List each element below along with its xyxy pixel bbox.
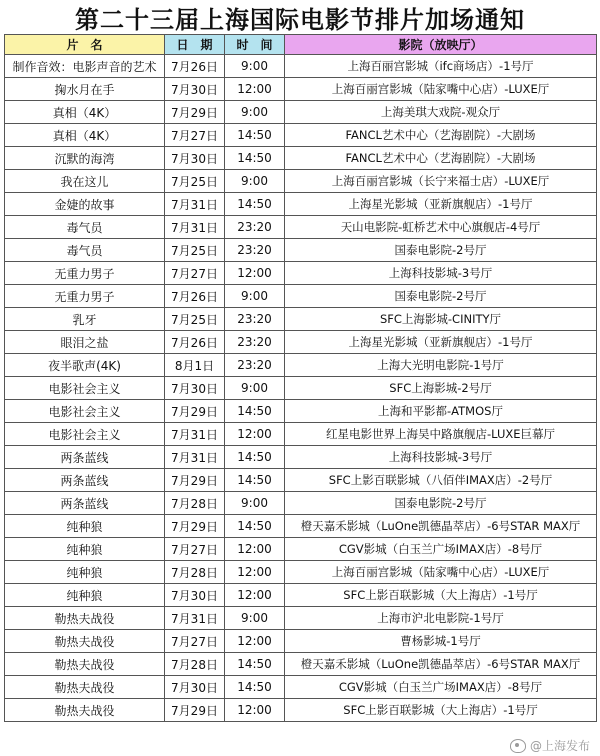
cell-time: 9:00 (225, 377, 285, 400)
cell-title: 真相（4K） (5, 101, 165, 124)
table-row (5, 584, 597, 607)
cell-venue: 上海科技影城-3号厅 (285, 446, 597, 469)
cell-venue: SFC上影百联影城（大上海店）-1号厅 (285, 699, 597, 722)
cell-title: 掬水月在手 (5, 78, 165, 101)
cell-venue: 上海百丽宫影城（长宁来福士店）-LUXE厅 (285, 170, 597, 193)
cell-date: 7月28日 (165, 561, 225, 584)
cell-venue: 曹杨影城-1号厅 (285, 630, 597, 653)
cell-venue: 上海百丽宫影城（ifc商场店）-1号厅 (285, 55, 597, 78)
cell-date: 7月31日 (165, 446, 225, 469)
column-header-venue: 影院（放映厅） (285, 35, 597, 55)
cell-venue: 上海星光影城（亚新旗舰店）-1号厅 (285, 331, 597, 354)
cell-venue: SFC上影百联影城（大上海店）-1号厅 (285, 584, 597, 607)
cell-title: 夜半歌声(4K) (5, 354, 165, 377)
cell-time: 14:50 (225, 193, 285, 216)
cell-date: 7月27日 (165, 538, 225, 561)
cell-title: 乳牙 (5, 308, 165, 331)
table-row (5, 676, 597, 699)
table-row (5, 469, 597, 492)
table-row (5, 193, 597, 216)
cell-time: 9:00 (225, 492, 285, 515)
cell-venue: CGV影城（白玉兰广场IMAX店）-8号厅 (285, 538, 597, 561)
cell-venue: 上海科技影城-3号厅 (285, 262, 597, 285)
cell-venue: 上海百丽宫影城（陆家嘴中心店）-LUXE厅 (285, 78, 597, 101)
table-row (5, 630, 597, 653)
table-row (5, 377, 597, 400)
table-row (5, 354, 597, 377)
cell-title: 金婕的故事 (5, 193, 165, 216)
cell-time: 9:00 (225, 55, 285, 78)
cell-time: 14:50 (225, 147, 285, 170)
table-row (5, 285, 597, 308)
cell-time: 23:20 (225, 308, 285, 331)
cell-title: 电影社会主义 (5, 423, 165, 446)
cell-venue: 国泰电影院-2号厅 (285, 239, 597, 262)
cell-date: 7月31日 (165, 216, 225, 239)
cell-title: 两条蓝线 (5, 492, 165, 515)
cell-title: 两条蓝线 (5, 446, 165, 469)
cell-venue: FANCL艺术中心（艺海剧院）-大剧场 (285, 124, 597, 147)
cell-venue: 上海百丽宫影城（陆家嘴中心店）-LUXE厅 (285, 561, 597, 584)
cell-venue: CGV影城（白玉兰广场IMAX店）-8号厅 (285, 676, 597, 699)
cell-time: 12:00 (225, 78, 285, 101)
cell-title: 纯种狼 (5, 561, 165, 584)
cell-venue: SFC上海影城-CINITY厅 (285, 308, 597, 331)
table-row (5, 653, 597, 676)
cell-date: 7月29日 (165, 101, 225, 124)
table-row (5, 423, 597, 446)
cell-title: 勒热夫战役 (5, 699, 165, 722)
cell-date: 7月25日 (165, 239, 225, 262)
cell-date: 7月29日 (165, 469, 225, 492)
cell-title: 勒热夫战役 (5, 653, 165, 676)
column-header-date: 日 期 (165, 35, 225, 55)
cell-time: 14:50 (225, 469, 285, 492)
cell-time: 14:50 (225, 515, 285, 538)
table-row (5, 216, 597, 239)
cell-time: 9:00 (225, 101, 285, 124)
table-row (5, 538, 597, 561)
cell-date: 7月26日 (165, 55, 225, 78)
cell-time: 23:20 (225, 216, 285, 239)
table-row (5, 699, 597, 722)
cell-time: 14:50 (225, 124, 285, 147)
cell-time: 14:50 (225, 676, 285, 699)
cell-time: 12:00 (225, 262, 285, 285)
cell-time: 12:00 (225, 423, 285, 446)
cell-date: 7月27日 (165, 124, 225, 147)
cell-venue: 上海市沪北电影院-1号厅 (285, 607, 597, 630)
cell-time: 9:00 (225, 170, 285, 193)
cell-venue: 上海和平影都-ATMOS厅 (285, 400, 597, 423)
table-row (5, 515, 597, 538)
cell-date: 7月27日 (165, 262, 225, 285)
cell-title: 纯种狼 (5, 584, 165, 607)
cell-venue: 橙天嘉禾影城（LuOne凯德晶萃店）-6号STAR MAX厅 (285, 515, 597, 538)
cell-title: 我在这儿 (5, 170, 165, 193)
table-row (5, 492, 597, 515)
table-row (5, 55, 597, 78)
cell-date: 7月31日 (165, 423, 225, 446)
cell-venue: SFC上影百联影城（八佰伴IMAX店）-2号厅 (285, 469, 597, 492)
cell-title: 电影社会主义 (5, 377, 165, 400)
cell-date: 7月29日 (165, 515, 225, 538)
cell-date: 8月1日 (165, 354, 225, 377)
table-row (5, 124, 597, 147)
table-row (5, 78, 597, 101)
column-header-title: 片 名 (5, 35, 165, 55)
cell-venue: FANCL艺术中心（艺海剧院）-大剧场 (285, 147, 597, 170)
cell-title: 勒热夫战役 (5, 676, 165, 699)
cell-title: 电影社会主义 (5, 400, 165, 423)
cell-date: 7月25日 (165, 308, 225, 331)
cell-title: 勒热夫战役 (5, 607, 165, 630)
cell-date: 7月30日 (165, 676, 225, 699)
cell-time: 14:50 (225, 446, 285, 469)
table-row (5, 607, 597, 630)
cell-title: 真相（4K） (5, 124, 165, 147)
cell-venue: 上海星光影城（亚新旗舰店）-1号厅 (285, 193, 597, 216)
table-row (5, 170, 597, 193)
header-row (5, 35, 597, 55)
cell-time: 14:50 (225, 653, 285, 676)
cell-date: 7月27日 (165, 630, 225, 653)
cell-time: 12:00 (225, 584, 285, 607)
cell-date: 7月26日 (165, 331, 225, 354)
watermark-text: @上海发布 (529, 739, 590, 753)
table-row (5, 400, 597, 423)
table-row (5, 101, 597, 124)
cell-title: 毒气员 (5, 216, 165, 239)
cell-time: 9:00 (225, 607, 285, 630)
cell-time: 14:50 (225, 400, 285, 423)
table-row (5, 331, 597, 354)
cell-title: 勒热夫战役 (5, 630, 165, 653)
cell-venue: 国泰电影院-2号厅 (285, 285, 597, 308)
cell-time: 23:20 (225, 354, 285, 377)
cell-venue: 红星电影世界上海吴中路旗舰店-LUXE巨幕厅 (285, 423, 597, 446)
cell-venue: 天山电影院-虹桥艺术中心旗舰店-4号厅 (285, 216, 597, 239)
cell-title: 纯种狼 (5, 538, 165, 561)
cell-date: 7月25日 (165, 170, 225, 193)
schedule-table (4, 34, 597, 722)
page-title: 第二十三届上海国际电影节排片加场通知 (75, 5, 525, 34)
cell-title: 无重力男子 (5, 285, 165, 308)
watermark (510, 737, 590, 754)
cell-venue: 上海大光明电影院-1号厅 (285, 354, 597, 377)
weibo-logo-icon (510, 739, 526, 753)
cell-title: 纯种狼 (5, 515, 165, 538)
table-header (5, 35, 597, 55)
table-row (5, 147, 597, 170)
cell-date: 7月29日 (165, 699, 225, 722)
cell-date: 7月31日 (165, 193, 225, 216)
cell-venue: SFC上海影城-2号厅 (285, 377, 597, 400)
cell-time: 12:00 (225, 699, 285, 722)
cell-date: 7月30日 (165, 78, 225, 101)
column-header-time: 时 间 (225, 35, 285, 55)
cell-date: 7月28日 (165, 653, 225, 676)
cell-title: 两条蓝线 (5, 469, 165, 492)
cell-venue: 国泰电影院-2号厅 (285, 492, 597, 515)
cell-title: 毒气员 (5, 239, 165, 262)
cell-date: 7月28日 (165, 492, 225, 515)
cell-time: 12:00 (225, 630, 285, 653)
cell-date: 7月29日 (165, 400, 225, 423)
table-row (5, 561, 597, 584)
table-row (5, 239, 597, 262)
cell-title: 沉默的海湾 (5, 147, 165, 170)
cell-time: 12:00 (225, 561, 285, 584)
cell-title: 眼泪之盐 (5, 331, 165, 354)
cell-date: 7月31日 (165, 607, 225, 630)
cell-time: 9:00 (225, 285, 285, 308)
table-row (5, 308, 597, 331)
table-row (5, 446, 597, 469)
table-body (5, 55, 597, 722)
cell-title: 制作音效：电影声音的艺术 (5, 55, 165, 78)
cell-date: 7月30日 (165, 377, 225, 400)
cell-time: 23:20 (225, 239, 285, 262)
cell-title: 无重力男子 (5, 262, 165, 285)
table-row (5, 262, 597, 285)
cell-venue: 橙天嘉禾影城（LuOne凯德晶萃店）-6号STAR MAX厅 (285, 653, 597, 676)
cell-date: 7月30日 (165, 584, 225, 607)
cell-time: 23:20 (225, 331, 285, 354)
cell-date: 7月26日 (165, 285, 225, 308)
cell-date: 7月30日 (165, 147, 225, 170)
cell-venue: 上海美琪大戏院-观众厅 (285, 101, 597, 124)
cell-time: 12:00 (225, 538, 285, 561)
